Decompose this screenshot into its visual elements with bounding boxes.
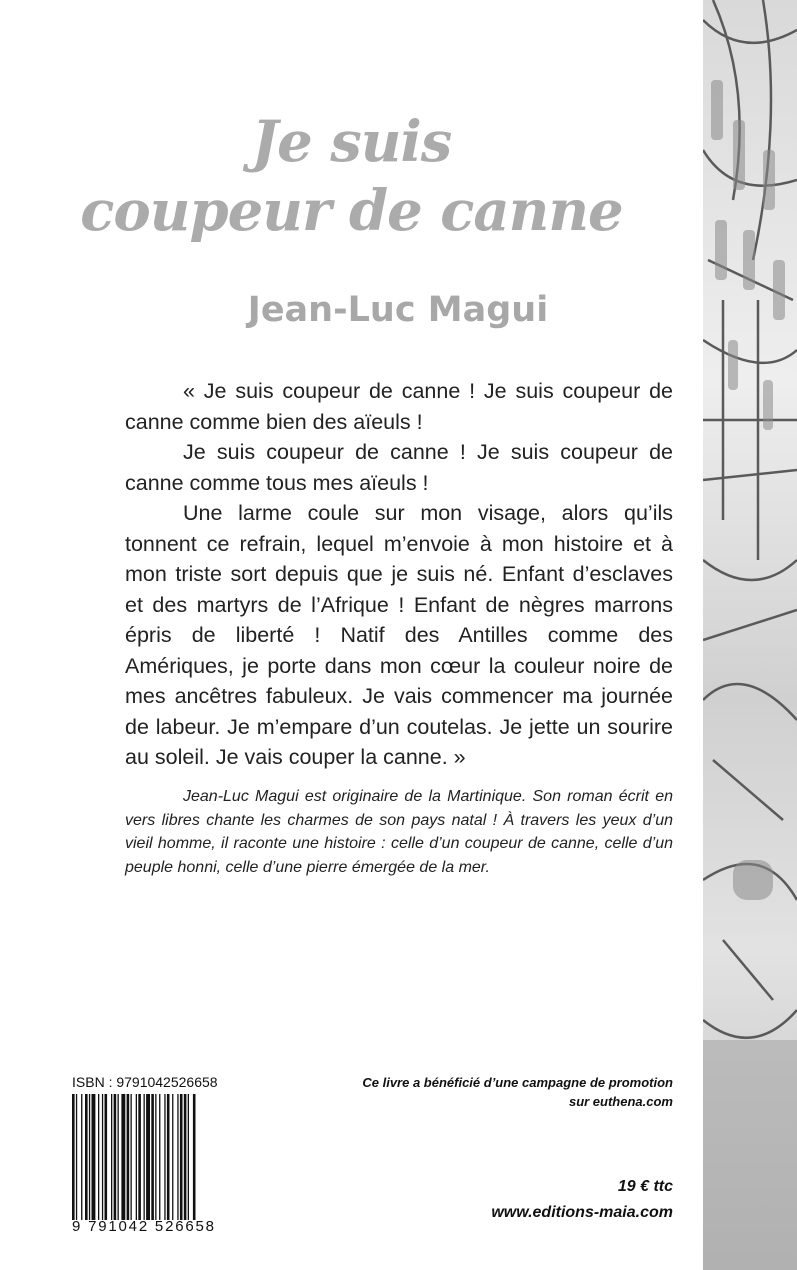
- isbn-barcode: [72, 1094, 228, 1220]
- excerpt-paragraph: Je suis coupeur de canne ! Je suis coupeur de canne comme tous mes aïeuls !: [125, 440, 673, 495]
- price: 19 € ttc: [617, 1178, 673, 1195]
- promotion-line-1: Ce livre a bénéficié d’une campagne de promotion: [362, 1075, 673, 1090]
- sugarcane-illustration-strip: [703, 0, 797, 1270]
- sugarcane-illustration: [703, 0, 797, 1270]
- author-bio: Jean-Luc Magui est originaire de la Martinique. Son roman écrit en vers libres chante les charmes de son pays natal ! À travers les yeux d’un vieil homme, il raconte une histoire : celle d’un coupeur de canne, celle d’un peuple honni, celle d’une pierre émergée de la mer.: [125, 788, 673, 876]
- book-excerpt: [125, 376, 673, 773]
- promotion-note: [343, 1073, 673, 1111]
- barcode-digits: 9 791042 526658: [72, 1218, 216, 1235]
- isbn-label: ISBN : 9791042526658: [72, 1074, 218, 1090]
- excerpt-paragraph: « Je suis coupeur de canne ! Je suis coupeur de canne comme bien des aïeuls !: [125, 379, 673, 434]
- author-name: Jean-Luc Magui: [247, 290, 549, 330]
- book-title-line-2: coupeur de canne: [80, 178, 623, 244]
- book-title-line-1: Je suis: [251, 109, 452, 175]
- promotion-line-2: sur euthena.com: [568, 1094, 673, 1109]
- publisher-website[interactable]: www.editions-maia.com: [491, 1204, 673, 1221]
- excerpt-paragraph: Une larme coule sur mon visage, alors qu’ils tonnent ce refrain, lequel m’envoie à mon histoire et à mon triste sort depuis que je suis né. Enfant d’esclaves et des martyrs de l’Afrique ! Enfant de nègres marrons épris de liberté ! Natif des Antilles comme des Amériques, je porte dans mon cœur la couleur noire de mes ancêtres fabuleux. Je vais commencer ma journée de labeur. Je m’empare d’un coutelas. Je jette un sourire au soleil. Je vais couper la canne. »: [125, 501, 673, 769]
